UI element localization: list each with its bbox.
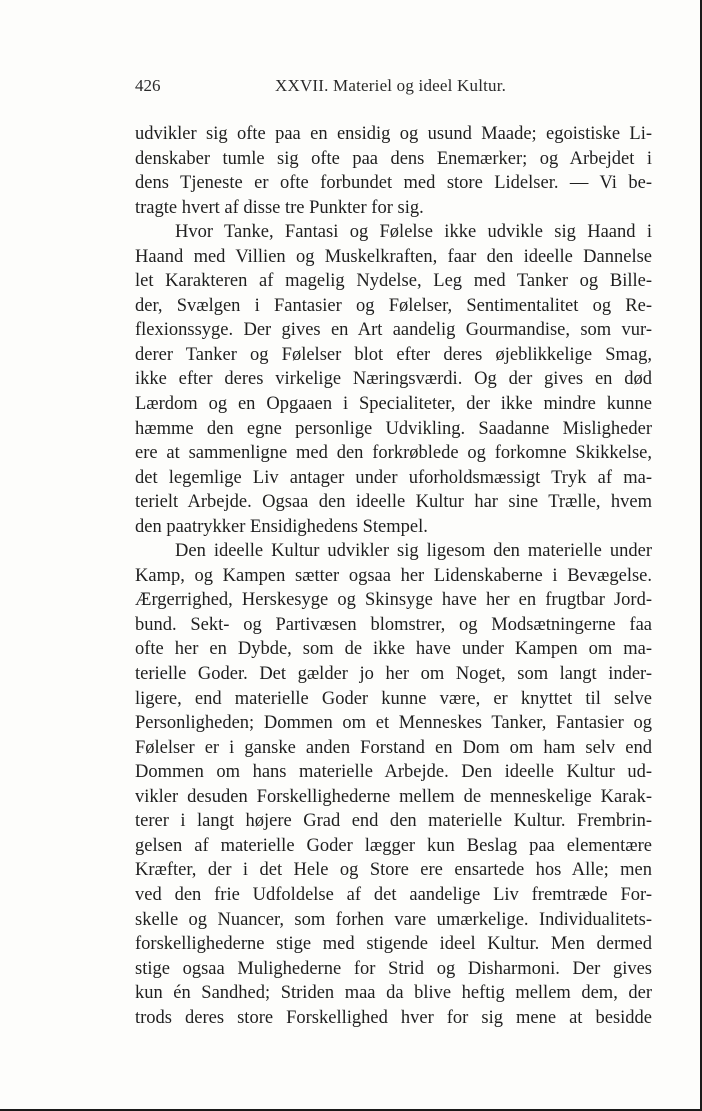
text-line: ved den frie Udfoldelse af det aandelige Liv fremtræde For- xyxy=(135,884,652,905)
text-line: ere at sammenligne med den forkrøblede og forkomne Skikkelse, xyxy=(135,443,652,464)
paragraph-start-line: Hvor Tanke, Fantasi og Følelse ikke udvikle sig Haand i xyxy=(175,222,652,243)
text-line: denskaber tumle sig ofte paa dens Enemærker; og Arbejdet i xyxy=(135,148,652,169)
text-line: flexionssyge. Der gives en Art aandelig Gourmandise, som vur- xyxy=(135,320,652,341)
text-line: ofte her en Dybde, som de ikke have under Kampen om ma- xyxy=(135,639,652,660)
text-line: Personligheden; Dommen om et Menneskes Tanker, Fantasier og xyxy=(135,713,652,734)
paragraph-start-line: Den ideelle Kultur udvikler sig ligesom den materielle under xyxy=(175,541,652,562)
text-line: Ærgerrighed, Herskesyge og Skinsyge have her en frugtbar Jord- xyxy=(135,590,652,611)
text-line: ligere, end materielle Goder kunne være, er knyttet til selve xyxy=(135,688,652,709)
text-line: skelle og Nuancer, som forhen vare umærkelige. Individualitets- xyxy=(135,909,652,930)
text-line: kun én Sandhed; Striden maa da blive heftig mellem dem, der xyxy=(135,983,652,1004)
text-line: let Karakteren af magelig Nydelse, Leg med Tanker og Bille- xyxy=(135,271,652,292)
body-text xyxy=(135,122,652,1030)
text-line: dens Tjeneste er ofte forbundet med store Lidelser. — Vi be- xyxy=(135,173,652,194)
text-line: Dommen om hans materielle Arbejde. Den ideelle Kultur ud- xyxy=(135,762,652,783)
page-header xyxy=(135,76,657,102)
text-line: derer Tanker og Følelser blot efter deres øjeblikkelige Smag, xyxy=(135,344,652,365)
text-line: der, Svælgen i Fantasier og Følelser, Sentimentalitet og Re- xyxy=(135,295,652,316)
text-line: vikler desuden Forskellighederne mellem de menneskelige Karak- xyxy=(135,786,652,807)
text-line: Lærdom og en Opgaaen i Specialiteter, der ikke mindre kunne xyxy=(135,394,652,415)
text-line: hæmme den egne personlige Udvikling. Saadanne Misligheder xyxy=(135,418,652,439)
text-line: ikke efter deres virkelige Næringsværdi. Og der gives en død xyxy=(135,369,652,390)
page-number: 426 xyxy=(135,76,161,95)
text-line: det legemlige Liv antager under uforholdsmæssigt Tryk af ma- xyxy=(135,467,652,488)
text-line: gelsen af materielle Goder lægger kun Beslag paa elementære xyxy=(135,835,652,856)
text-line: Kræfter, der i det Hele og Store ere ensartede hos Alle; men xyxy=(135,860,652,881)
text-line: Følelser er i ganske anden Forstand en Dom om ham selv end xyxy=(135,737,652,758)
text-line: terielt Arbejde. Ogsaa den ideelle Kultur har sine Trælle, hvem xyxy=(135,492,652,513)
text-line: Kamp, og Kampen sætter ogsaa her Lidenskaberne i Bevægelse. xyxy=(135,565,652,586)
text-line: stige ogsaa Mulighederne for Strid og Disharmoni. Der gives xyxy=(135,958,652,979)
running-head: XXVII. Materiel og ideel Kultur. xyxy=(275,76,507,95)
text-line: Haand med Villien og Muskelkraften, faar den ideelle Dannelse xyxy=(135,246,652,267)
text-line: bund. Sekt- og Partivæsen blomstrer, og Modsætningerne faa xyxy=(135,614,652,635)
text-line: udvikler sig ofte paa en ensidig og usund Maade; egoistiske Li- xyxy=(135,124,652,144)
text-line: trods deres store Forskellighed hver for sig mene at besidde xyxy=(135,1007,652,1028)
paragraph-end-line: den paatrykker Ensidighedens Stempel. xyxy=(135,516,428,537)
text-line: forskellighederne stige med stigende ideel Kultur. Men dermed xyxy=(135,934,652,955)
text-line: terielle Goder. Det gælder jo her om Noget, som langt inder- xyxy=(135,664,652,685)
paragraph-end-line: tragte hvert af disse tre Punkter for sig. xyxy=(135,197,424,218)
text-line: terer i langt højere Grad end den materielle Kultur. Frembrin- xyxy=(135,811,652,832)
